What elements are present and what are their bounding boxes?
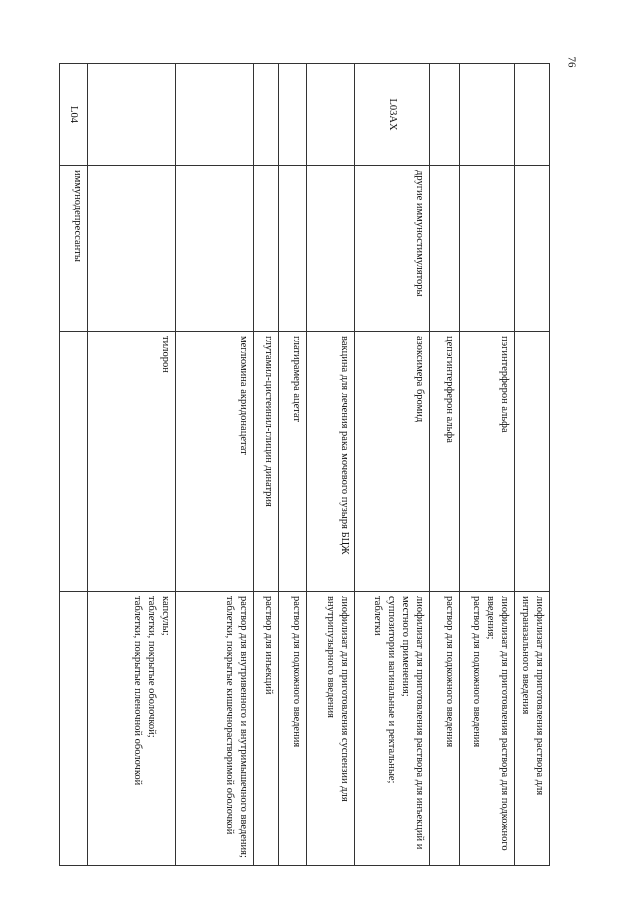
dosage-form-line: таблетки	[372, 596, 383, 636]
dosage-form-line: капсулы;	[160, 596, 171, 636]
drug-table-rotated	[60, 63, 550, 865]
dosage-form-line: лиофилизат для приготовления суспензии для внутрипузырного введения	[325, 596, 350, 802]
group-name-cell: иммунодепрессанты	[60, 166, 88, 332]
substance-cell: тилорон	[88, 332, 176, 592]
atc-code-cell	[515, 64, 550, 166]
atc-code-cell	[430, 64, 460, 166]
group-name-cell	[430, 166, 460, 332]
substance-cell: азоксимера бромид	[355, 332, 430, 592]
table-row	[60, 64, 88, 866]
substance-cell: глутамил-цистеинил-глицин динатрия	[254, 332, 279, 592]
group-name-cell	[254, 166, 279, 332]
group-name-cell	[307, 166, 355, 332]
dosage-forms-cell	[254, 592, 279, 866]
drug-table-body	[60, 64, 550, 866]
table-row	[176, 64, 254, 866]
dosage-form-line: раствор для подкожного введения	[291, 596, 302, 748]
dosage-forms-cell	[279, 592, 307, 866]
group-name-cell	[176, 166, 254, 332]
atc-code-cell: L03AX	[355, 64, 430, 166]
dosage-forms-cell	[430, 592, 460, 866]
substance-cell: цепэгинтерферон альфа	[430, 332, 460, 592]
group-name-cell	[515, 166, 550, 332]
page-number: 76	[565, 56, 578, 68]
atc-code-cell	[176, 64, 254, 166]
table-row	[355, 64, 430, 866]
drug-table	[59, 63, 550, 866]
table-row	[88, 64, 176, 866]
atc-code-cell	[307, 64, 355, 166]
table-row	[515, 64, 550, 866]
atc-code-cell	[460, 64, 515, 166]
substance-cell: вакцина для лечения рака мочевого пузыря БЦЖ	[307, 332, 355, 592]
dosage-form-line: лиофилизат для приготовления раствора для инъекций и местного применения;	[400, 596, 425, 850]
dosage-form-line: раствор для подкожного введения	[444, 596, 455, 748]
dosage-forms-cell	[60, 592, 88, 866]
substance-cell: глатирамера ацетат	[279, 332, 307, 592]
atc-code-cell	[254, 64, 279, 166]
dosage-forms-cell	[307, 592, 355, 866]
dosage-forms-cell	[88, 592, 176, 866]
dosage-form-line: раствор для внутривенного и внутримышечного введения;	[238, 596, 249, 858]
dosage-form-line: лиофилизат для приготовления раствора для подкожного введения;	[485, 596, 510, 851]
dosage-form-line: лиофилизат для приготовления раствора для интраназального введения	[520, 596, 545, 796]
dosage-forms-cell	[515, 592, 550, 866]
substance-cell: меглюмина акридонацетат	[176, 332, 254, 592]
dosage-form-line: суппозитории вагинальные и ректальные;	[386, 596, 397, 784]
dosage-forms-cell	[355, 592, 430, 866]
dosage-form-line: таблетки, покрытые кишечнорастворимой оболочкой	[224, 596, 235, 835]
table-row	[460, 64, 515, 866]
substance-cell: пэгинтерферон альфа	[460, 332, 515, 592]
atc-code-cell	[279, 64, 307, 166]
group-name-cell	[279, 166, 307, 332]
dosage-form-line: таблетки, покрытые оболочкой;	[146, 596, 157, 738]
table-row	[279, 64, 307, 866]
atc-code-cell	[88, 64, 176, 166]
group-name-cell	[460, 166, 515, 332]
group-name-cell: другие иммуностимуляторы	[355, 166, 430, 332]
dosage-forms-cell	[460, 592, 515, 866]
dosage-forms-cell	[176, 592, 254, 866]
table-row	[430, 64, 460, 866]
substance-cell	[60, 332, 88, 592]
table-row	[254, 64, 279, 866]
dosage-form-line: раствор для подкожного введения	[471, 596, 482, 748]
table-row	[307, 64, 355, 866]
group-name-cell	[88, 166, 176, 332]
dosage-form-line: раствор для инъекций	[263, 596, 274, 695]
substance-cell	[515, 332, 550, 592]
dosage-form-line: таблетки, покрытые пленочной оболочкой	[132, 596, 143, 786]
atc-code-cell: L04	[60, 64, 88, 166]
